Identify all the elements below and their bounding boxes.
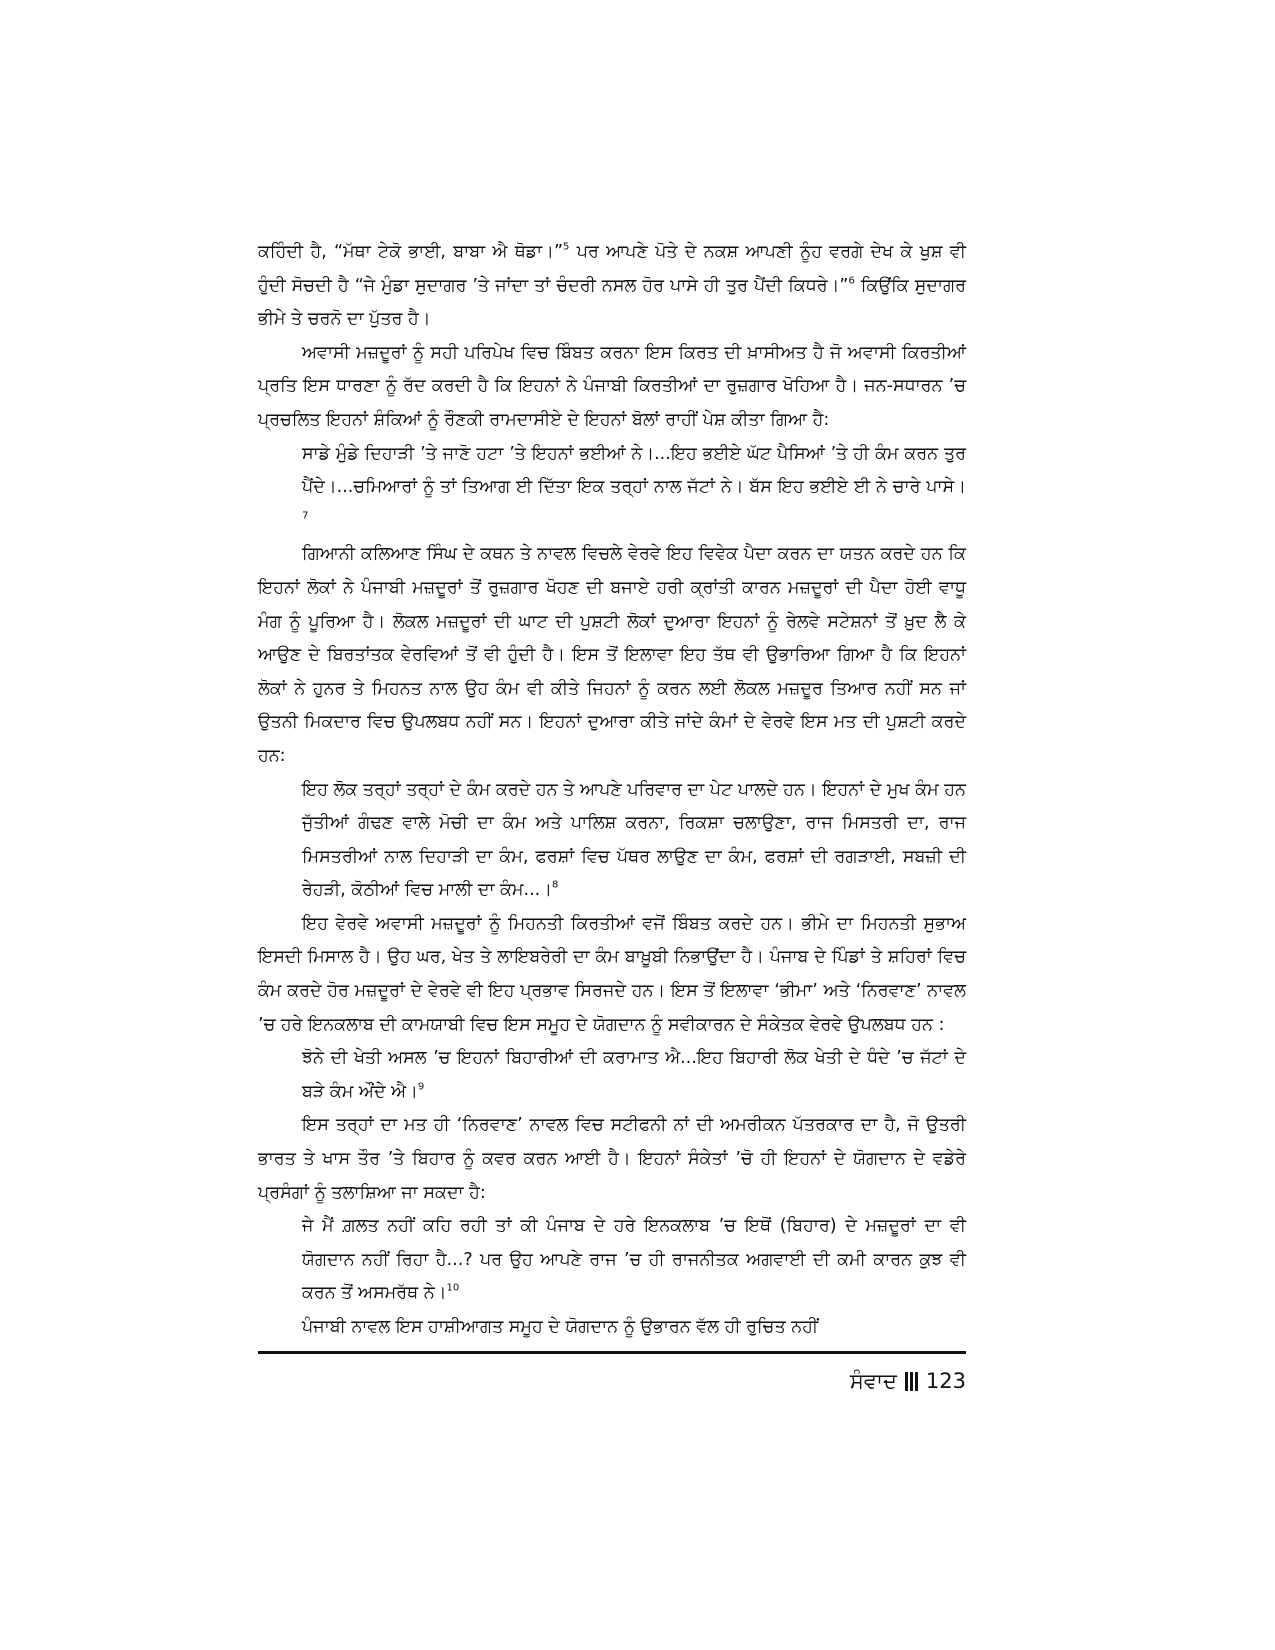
page-number: 123 xyxy=(925,1369,966,1393)
paragraph-text: ਕਹਿੰਦੀ ਹੈ, “ਮੱਥਾ ਟੇਕੋ ਭਾਈ, ਬਾਬਾ ਐ ਥੋਡਾ।” xyxy=(258,242,564,262)
paragraph xyxy=(258,908,966,1042)
quote-text: ਝੋਨੇ ਦੀ ਖੇਤੀ ਅਸਲ ’ਚ ਇਹਨਾਂ ਬਿਹਾਰੀਆਂ ਦੀ ਕਰਾਮਾਤ ਐ...ਇਹ ਬਿਹਾਰੀ ਲੋਕ ਖੇਤੀ ਦੇ ਧੰਦੇ ’ਚ ਜੱਟਾਂ ਦੇ ਬੜੇ ਕੰਮ ਔਂਦੇ ਐ। xyxy=(302,1048,966,1102)
paragraph xyxy=(258,1109,966,1210)
block-quote xyxy=(302,1042,966,1109)
footnote-marker: 10 xyxy=(446,1282,460,1294)
paragraph-text: ਪੰਜਾਬੀ ਨਾਵਲ ਇਸ ਹਾਸ਼ੀਆਗਤ ਸਮੂਹ ਦੇ ਯੋਗਦਾਨ ਨੂੰ ਉਭਾਰਨ ਵੱਲ ਹੀ ਰੁਚਿਤ ਨਹੀਂ xyxy=(302,1317,819,1337)
footnote-marker: 6 xyxy=(848,275,855,287)
triple-bar-icon xyxy=(905,1372,918,1391)
body-text xyxy=(258,236,966,1345)
footnote-marker: 8 xyxy=(551,879,559,891)
paragraph-text: ਅਵਾਸੀ ਮਜ਼ਦੂਰਾਂ ਨੂੰ ਸਹੀ ਪਰਿਪੇਖ ਵਿਚ ਬਿੰਬਤ ਕਰਨਾ ਇਸ ਕਿਰਤ ਦੀ ਖ਼ਾਸੀਅਤ ਹੈ ਜੋ ਅਵਾਸੀ ਕਿਰਤੀਆਂ ਪ੍ਰਤਿ ਇਸ ਧਾਰਣਾ ਨੂੰ ਰੱਦ ਕਰਦੀ ਹੈ ਕਿ ਇਹਨਾਂ ਨੇ ਪੰਜਾਬੀ ਕਿਰਤੀਆਂ ਦਾ ਰੁਜ਼ਗਾਰ ਖੋਹਿਆ ਹੈ। ਜਨ-ਸਧਾਰਨ ’ਚ ਪ੍ਰਚਲਿਤ ਇਹਨਾਂ ਸ਼ੰਕਿਆਂ ਨੂੰ ਰੌਣਕੀ ਰਾਮਦਾਸੀਏ ਦੇ ਇਹਨਾਂ ਬੋਲਾਂ ਰਾਹੀਂ ਪੇਸ਼ ਕੀਤਾ ਗਿਆ ਹੈ: xyxy=(258,342,966,430)
block-quote xyxy=(302,438,966,539)
paragraph xyxy=(258,337,966,438)
paragraph xyxy=(258,236,966,337)
page-footer xyxy=(850,1361,966,1401)
journal-name: ਸੰਵਾਦ xyxy=(849,1369,897,1393)
quote-text: ਸਾਡੇ ਮੁੰਡੇ ਦਿਹਾੜੀ ’ਤੇ ਜਾਣੋ ਹਟਾ ’ਤੇ ਇਹਨਾਂ ਭਈਆਂ ਨੇ।...ਇਹ ਭਈਏ ਘੱਟ ਪੈਸਿਆਂ ’ਤੇ ਹੀ ਕੰਮ ਕਰਨ ਤੁਰ ਪੈਂਦੇ।...ਚਮਿਆਰਾਂ ਨੂੰ ਤਾਂ ਤਿਆਗ ਈ ਦਿੱਤਾ ਇਕ ਤਰ੍ਹਾਂ ਨਾਲ ਜੱਟਾਂ ਨੇ। ਬੱਸ ਇਹ ਭਈਏ ਈ ਨੇ ਚਾਰੇ ਪਾਸੇ। xyxy=(302,443,966,498)
footnote-marker: 7 xyxy=(302,510,309,522)
paragraph-text: ਗਿਆਨੀ ਕਲਿਆਣ ਸਿੰਘ ਦੇ ਕਥਨ ਤੇ ਨਾਵਲ ਵਿਚਲੇ ਵੇਰਵੇ ਇਹ ਵਿਵੇਕ ਪੈਦਾ ਕਰਨ ਦਾ ਯਤਨ ਕਰਦੇ ਹਨ ਕਿ ਇਹਨਾਂ ਲੋਕਾਂ ਨੇ ਪੰਜਾਬੀ ਮਜ਼ਦੂਰਾਂ ਤੋਂ ਰੁਜ਼ਗਾਰ ਖੋਹਣ ਦੀ ਬਜਾਏ ਹਰੀ ਕ੍ਰਾਂਤੀ ਕਾਰਨ ਮਜ਼ਦੂਰਾਂ ਦੀ ਪੈਦਾ ਹੋਈ ਵਾਧੂ ਮੰਗ ਨੂੰ ਪੂਰਿਆ ਹੈ। ਲੋਕਲ ਮਜ਼ਦੂਰਾਂ ਦੀ ਘਾਟ ਦੀ ਪੁਸ਼ਟੀ ਲੋਕਾਂ ਦੁਆਰਾ ਇਹਨਾਂ ਨੂੰ ਰੇਲਵੇ ਸਟੇਸ਼ਨਾਂ ਤੋਂ ਖ਼ੁਦ ਲੈ ਕੇ ਆਉਣ ਦੇ ਬਿਰਤਾਂਤਕ ਵੇਰਵਿਆਂ ਤੋਂ ਵੀ ਹੁੰਦੀ ਹੈ। ਇਸ ਤੋਂ ਇਲਾਵਾ ਇਹ ਤੱਥ ਵੀ ਉਭਾਰਿਆ ਗਿਆ ਹੈ ਕਿ ਇਹਨਾਂ ਲੋਕਾਂ ਨੇ ਹੁਨਰ ਤੇ ਮਿਹਨਤ ਨਾਲ ਉਹ ਕੰਮ ਵੀ ਕੀਤੇ ਜਿਹਨਾਂ ਨੂੰ ਕਰਨ ਲਈ ਲੋਕਲ ਮਜ਼ਦੂਰ ਤਿਆਰ ਨਹੀਂ ਸਨ ਜਾਂ ਉਤਨੀ ਮਿਕਦਾਰ ਵਿਚ ਉਪਲਬਧ ਨਹੀਂ ਸਨ। ਇਹਨਾਂ ਦੁਆਰਾ ਕੀਤੇ ਜਾਂਦੇ ਕੰਮਾਂ ਦੇ ਵੇਰਵੇ ਇਸ ਮਤ ਦੀ ਪੁਸ਼ਟੀ ਕਰਦੇ ਹਨ: xyxy=(258,544,966,766)
paragraph-text: ਕਿਉਂਕਿ ਸੁਦਾਗਰ ਭੀਮੇ ਤੇ ਚਰਨੋ ਦਾ ਪੁੱਤਰ ਹੈ। xyxy=(258,275,966,330)
block-quote xyxy=(302,774,966,908)
paragraph xyxy=(258,1311,966,1345)
footer-divider xyxy=(258,1351,966,1354)
block-quote xyxy=(302,1210,966,1311)
paragraph-text: ਇਹ ਵੇਰਵੇ ਅਵਾਸੀ ਮਜ਼ਦੂਰਾਂ ਨੂੰ ਮਿਹਨਤੀ ਕਿਰਤੀਆਂ ਵਜੋਂ ਬਿੰਬਤ ਕਰਦੇ ਹਨ। ਭੀਮੇ ਦਾ ਮਿਹਨਤੀ ਸੁਭਾਅ ਇਸਦੀ ਮਿਸਾਲ ਹੈ। ਉਹ ਘਰ, ਖੇਤ ਤੇ ਲਾਇਬਰੇਰੀ ਦਾ ਕੰਮ ਬਾਖ਼ੂਬੀ ਨਿਭਾਉਂਦਾ ਹੈ। ਪੰਜਾਬ ਦੇ ਪਿੰਡਾਂ ਤੇ ਸ਼ਹਿਰਾਂ ਵਿਚ ਕੰਮ ਕਰਦੇ ਹੋਰ ਮਜ਼ਦੂਰਾਂ ਦੇ ਵੇਰਵੇ ਵੀ ਇਹ ਪ੍ਰਭਾਵ ਸਿਰਜਦੇ ਹਨ। ਇਸ ਤੋਂ ਇਲਾਵਾ ‘ਭੀਮਾ’ ਅਤੇ ‘ਨਿਰਵਾਣ’ ਨਾਵਲ ’ਚ ਹਰੇ ਇਨਕਲਾਬ ਦੀ ਕਾਮਯਾਬੀ ਵਿਚ ਇਸ ਸਮੂਹ ਦੇ ਯੋਗਦਾਨ ਨੂੰ ਸਵੀਕਾਰਨ ਦੇ ਸੰਕੇਤਕ ਵੇਰਵੇ ਉਪਲਬਧ ਹਨ : xyxy=(258,913,966,1035)
paragraph-text: ਪਰ ਆਪਣੇ ਪੋਤੇ ਦੇ ਨਕਸ਼ ਆਪਣੀ ਨੂੰਹ ਵਰਗੇ ਦੇਖ ਕੇ ਖੁਸ਼ ਵੀ ਹੁੰਦੀ ਸੋਚਦੀ ਹੈ “ਜੇ ਮੁੰਡਾ ਸੁਦਾਗਰ ’ਤੇ ਜਾਂਦਾ ਤਾਂ ਚੰਦਰੀ ਨਸਲ ਹੋਰ ਪਾਸੇ ਹੀ ਤੁਰ ਪੈਂਦੀ ਕਿਧਰੇ।” xyxy=(258,242,967,296)
footnote-marker: 5 xyxy=(563,241,570,253)
paragraph xyxy=(258,538,966,773)
quote-text: ਜੇ ਮੈਂ ਗ਼ਲਤ ਨਹੀਂ ਕਹਿ ਰਹੀ ਤਾਂ ਕੀ ਪੰਜਾਬ ਦੇ ਹਰੇ ਇਨਕਲਾਬ ’ਚ ਇਥੋਂ (ਬਿਹਾਰ) ਦੇ ਮਜ਼ਦੂਰਾਂ ਦਾ ਵੀ ਯੋਗਦਾਨ ਨਹੀਂ ਰਿਹਾ ਹੈ...? ਪਰ ਉਹ ਆਪਣੇ ਰਾਜ ’ਚ ਹੀ ਰਾਜਨੀਤਕ ਅਗਵਾਈ ਦੀ ਕਮੀ ਕਾਰਨ ਕੁਝ ਵੀ ਕਰਨ ਤੋਂ ਅਸਮਰੱਥ ਨੇ। xyxy=(302,1216,966,1304)
footnote-marker: 9 xyxy=(417,1081,425,1093)
quote-text: ਇਹ ਲੋਕ ਤਰ੍ਹਾਂ ਤਰ੍ਹਾਂ ਦੇ ਕੰਮ ਕਰਦੇ ਹਨ ਤੇ ਆਪਣੇ ਪਰਿਵਾਰ ਦਾ ਪੇਟ ਪਾਲਦੇ ਹਨ। ਇਹਨਾਂ ਦੇ ਮੁਖ ਕੰਮ ਹਨ ਜੁੱਤੀਆਂ ਗੰਢਣ ਵਾਲੇ ਮੋਚੀ ਦਾ ਕੰਮ ਅਤੇ ਪਾਲਿਸ਼ ਕਰਨਾ, ਰਿਕਸ਼ਾ ਚਲਾਉਣਾ, ਰਾਜ ਮਿਸਤਰੀ ਦਾ, ਰਾਜ ਮਿਸਤਰੀਆਂ ਨਾਲ ਦਿਹਾੜੀ ਦਾ ਕੰਮ, ਫਰਸ਼ਾਂ ਵਿਚ ਪੱਥਰ ਲਾਉਣ ਦਾ ਕੰਮ, ਫਰਸ਼ਾਂ ਦੀ ਰਗੜਾਈ, ਸਬਜ਼ੀ ਦੀ ਰੇਹੜੀ, ਕੋਠੀਆਂ ਵਿਚ ਮਾਲੀ ਦਾ ਕੰਮ...। xyxy=(302,779,966,901)
paragraph-text: ਇਸ ਤਰ੍ਹਾਂ ਦਾ ਮਤ ਹੀ ‘ਨਿਰਵਾਣ’ ਨਾਵਲ ਵਿਚ ਸਟੀਫਨੀ ਨਾਂ ਦੀ ਅਮਰੀਕਨ ਪੱਤਰਕਾਰ ਦਾ ਹੈ, ਜੋ ਉਤਰੀ ਭਾਰਤ ਤੇ ਖਾਸ ਤੌਰ ’ਤੇ ਬਿਹਾਰ ਨੂੰ ਕਵਰ ਕਰਨ ਆਈ ਹੈ। ਇਹਨਾਂ ਸੰਕੇਤਾਂ ’ਚੋ ਹੀ ਇਹਨਾਂ ਦੇ ਯੋਗਦਾਨ ਦੇ ਵਡੇਰੇ ਪ੍ਰਸੰਗਾਂ ਨੂੰ ਤਲਾਸ਼ਿਆ ਜਾ ਸਕਦਾ ਹੈ: xyxy=(258,1115,966,1203)
